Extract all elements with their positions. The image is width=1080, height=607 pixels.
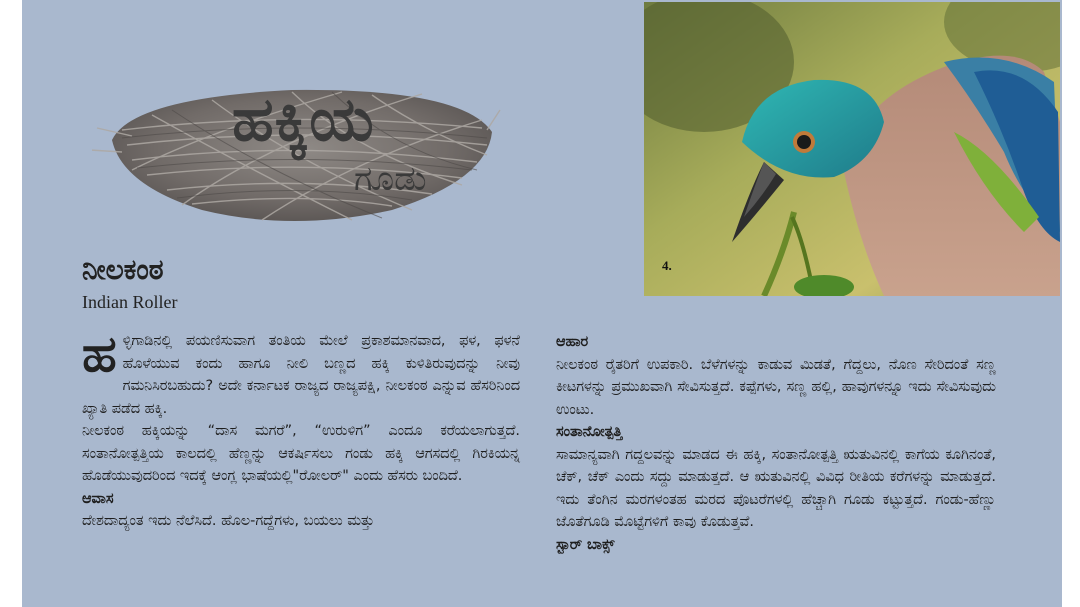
article-title: ನೀಲಕಂಠ (82, 253, 164, 286)
section-title-habitat: ಆವಾಸ (82, 490, 114, 507)
nest-logo (92, 70, 502, 230)
logo-title: ಹಕ್ಕಿಯ (232, 85, 375, 155)
paragraph-2: ನೀಲಕಂಠ ಹಕ್ಕಿಯನ್ನು “ದಾಸ ಮಗರೆ”, “ಉರುಳಿಗ” ಎಂದೂ ಕರೆಯಲಾಗುತ್ತದೆ. ಸಂತಾನೋತ್ಪತ್ತಿಯ ಕಾಲದಲ್ಲಿ ಹೆಣ್ಣನ್ನು ಆಕರ್ಷಿಸಲು ಗಂಡು ಹಕ್ಕಿ ಆಗಸದಲ್ಲಿ ಗಿರಕಿಯನ್ನ ಹೊಡೆಯುವುದರಿಂದ ಇದಕ್ಕೆ ಆಂಗ್ಲ ಭಾಷೆಯಲ್ಲಿ"ರೋಲರ್" ಎಂದು ಹೆಸರು ಬಂದಿದೆ. (82, 423, 520, 484)
intro-text: ಳ್ಳಿಗಾಡಿನಲ್ಲಿ ಪಯಣಿಸುವಾಗ ತಂತಿಯ ಮೇಲೆ ಪ್ರಕಾಶಮಾನವಾದ, ಫಳ, ಫಳನೆ ಹೊಳೆಯುವ ಕಂದು ಹಾಗೂ ನೀಲಿ ಬಣ್ಣದ ಹಕ್ಕಿ ಕುಳಿತಿರುವುದನ್ನು ನೀವು ಗಮನಿಸಿರಬಹುದು? ಅದೇ ಕರ್ನಾಟಕ ರಾಜ್ಯದ ರಾಜ್ಯಪಕ್ಷಿ, ನೀಲಕಂಠ ಎನ್ನುವ ಹೆಸರಿನಿಂದ ಖ್ಯಾತಿ ಪಡೆದ ಹಕ್ಕಿ. (82, 333, 520, 417)
right-column (556, 331, 996, 556)
section-title-star-box: ಸ್ಟಾರ್ ಬಾಕ್ಸ್ (556, 536, 615, 553)
habitat-text: ದೇಶದಾದ್ಯಂತ ಇದು ನೆಲೆಸಿದೆ. ಹೊಲ-ಗದ್ದೆಗಳು, ಬಯಲು ಮತ್ತು (82, 513, 375, 529)
logo-subtitle: ಗೂಡು (354, 159, 427, 199)
dropcap: ಹ (82, 325, 117, 383)
bird-photo (644, 2, 1060, 296)
photo-number: 4. (662, 258, 672, 273)
section-title-food: ಆಹಾರ (556, 334, 589, 350)
intro-paragraph (82, 325, 520, 420)
magazine-page (22, 0, 1062, 607)
food-text: ನೀಲಕಂಠ ರೈತರಿಗೆ ಉಪಕಾರಿ. ಬೆಳೆಗಳನ್ನು ಕಾಡುವ ಮಿಡತೆ, ಗೆದ್ದಲು, ನೊಣ ಸೇರಿದಂತೆ ಸಣ್ಣ ಕೀಟಗಳನ್ನು ಪ್ರಮುಖವಾಗಿ ಸೇವಿಸುತ್ತದೆ. ಕಪ್ಪೆಗಳು, ಸಣ್ಣ ಹಲ್ಲಿ, ಹಾವುಗಳನ್ನೂ ಇದು ಸೇವಿಸುವುದು ಉಂಟು. (556, 356, 996, 418)
left-column (82, 325, 520, 533)
indian-roller-photo (644, 2, 1060, 296)
breeding-text: ಸಾಮಾನ್ಯವಾಗಿ ಗದ್ದಲವನ್ನು ಮಾಡದ ಈ ಹಕ್ಕಿ, ಸಂತಾನೋತ್ಪತ್ತಿ ಋತುವಿನಲ್ಲಿ ಕಾಗೆಯ ಕೂಗಿನಂತೆ, ಚೆಕ್, ಚೆಕ್ ಎಂದು ಸದ್ದು ಮಾಡುತ್ತದೆ. ಆ ಋತುವಿನಲ್ಲಿ ವಿವಿಧ ರೀತಿಯ ಕರೆಗಳನ್ನು ಮಾಡುತ್ತದೆ. ಇದು ತೆಂಗಿನ ಮರಗಳಂತಹ ಮರದ ಪೊಟರೆಗಳಲ್ಲಿ ಹೆಚ್ಚಾಗಿ ಗೂಡು ಕಟ್ಟುತ್ತದೆ. ಗಂಡು-ಹೆಣ್ಣು ಜೊತೆಗೂಡಿ ಮೊಟ್ಟೆಗಳಿಗೆ ಕಾವು ಕೊಡುತ್ತವೆ. (556, 446, 996, 530)
page-margin (1062, 0, 1080, 607)
article-english-name: Indian Roller (82, 292, 178, 312)
section-title-breeding: ಸಂತಾನೋತ್ಪತ್ತಿ (556, 424, 623, 440)
